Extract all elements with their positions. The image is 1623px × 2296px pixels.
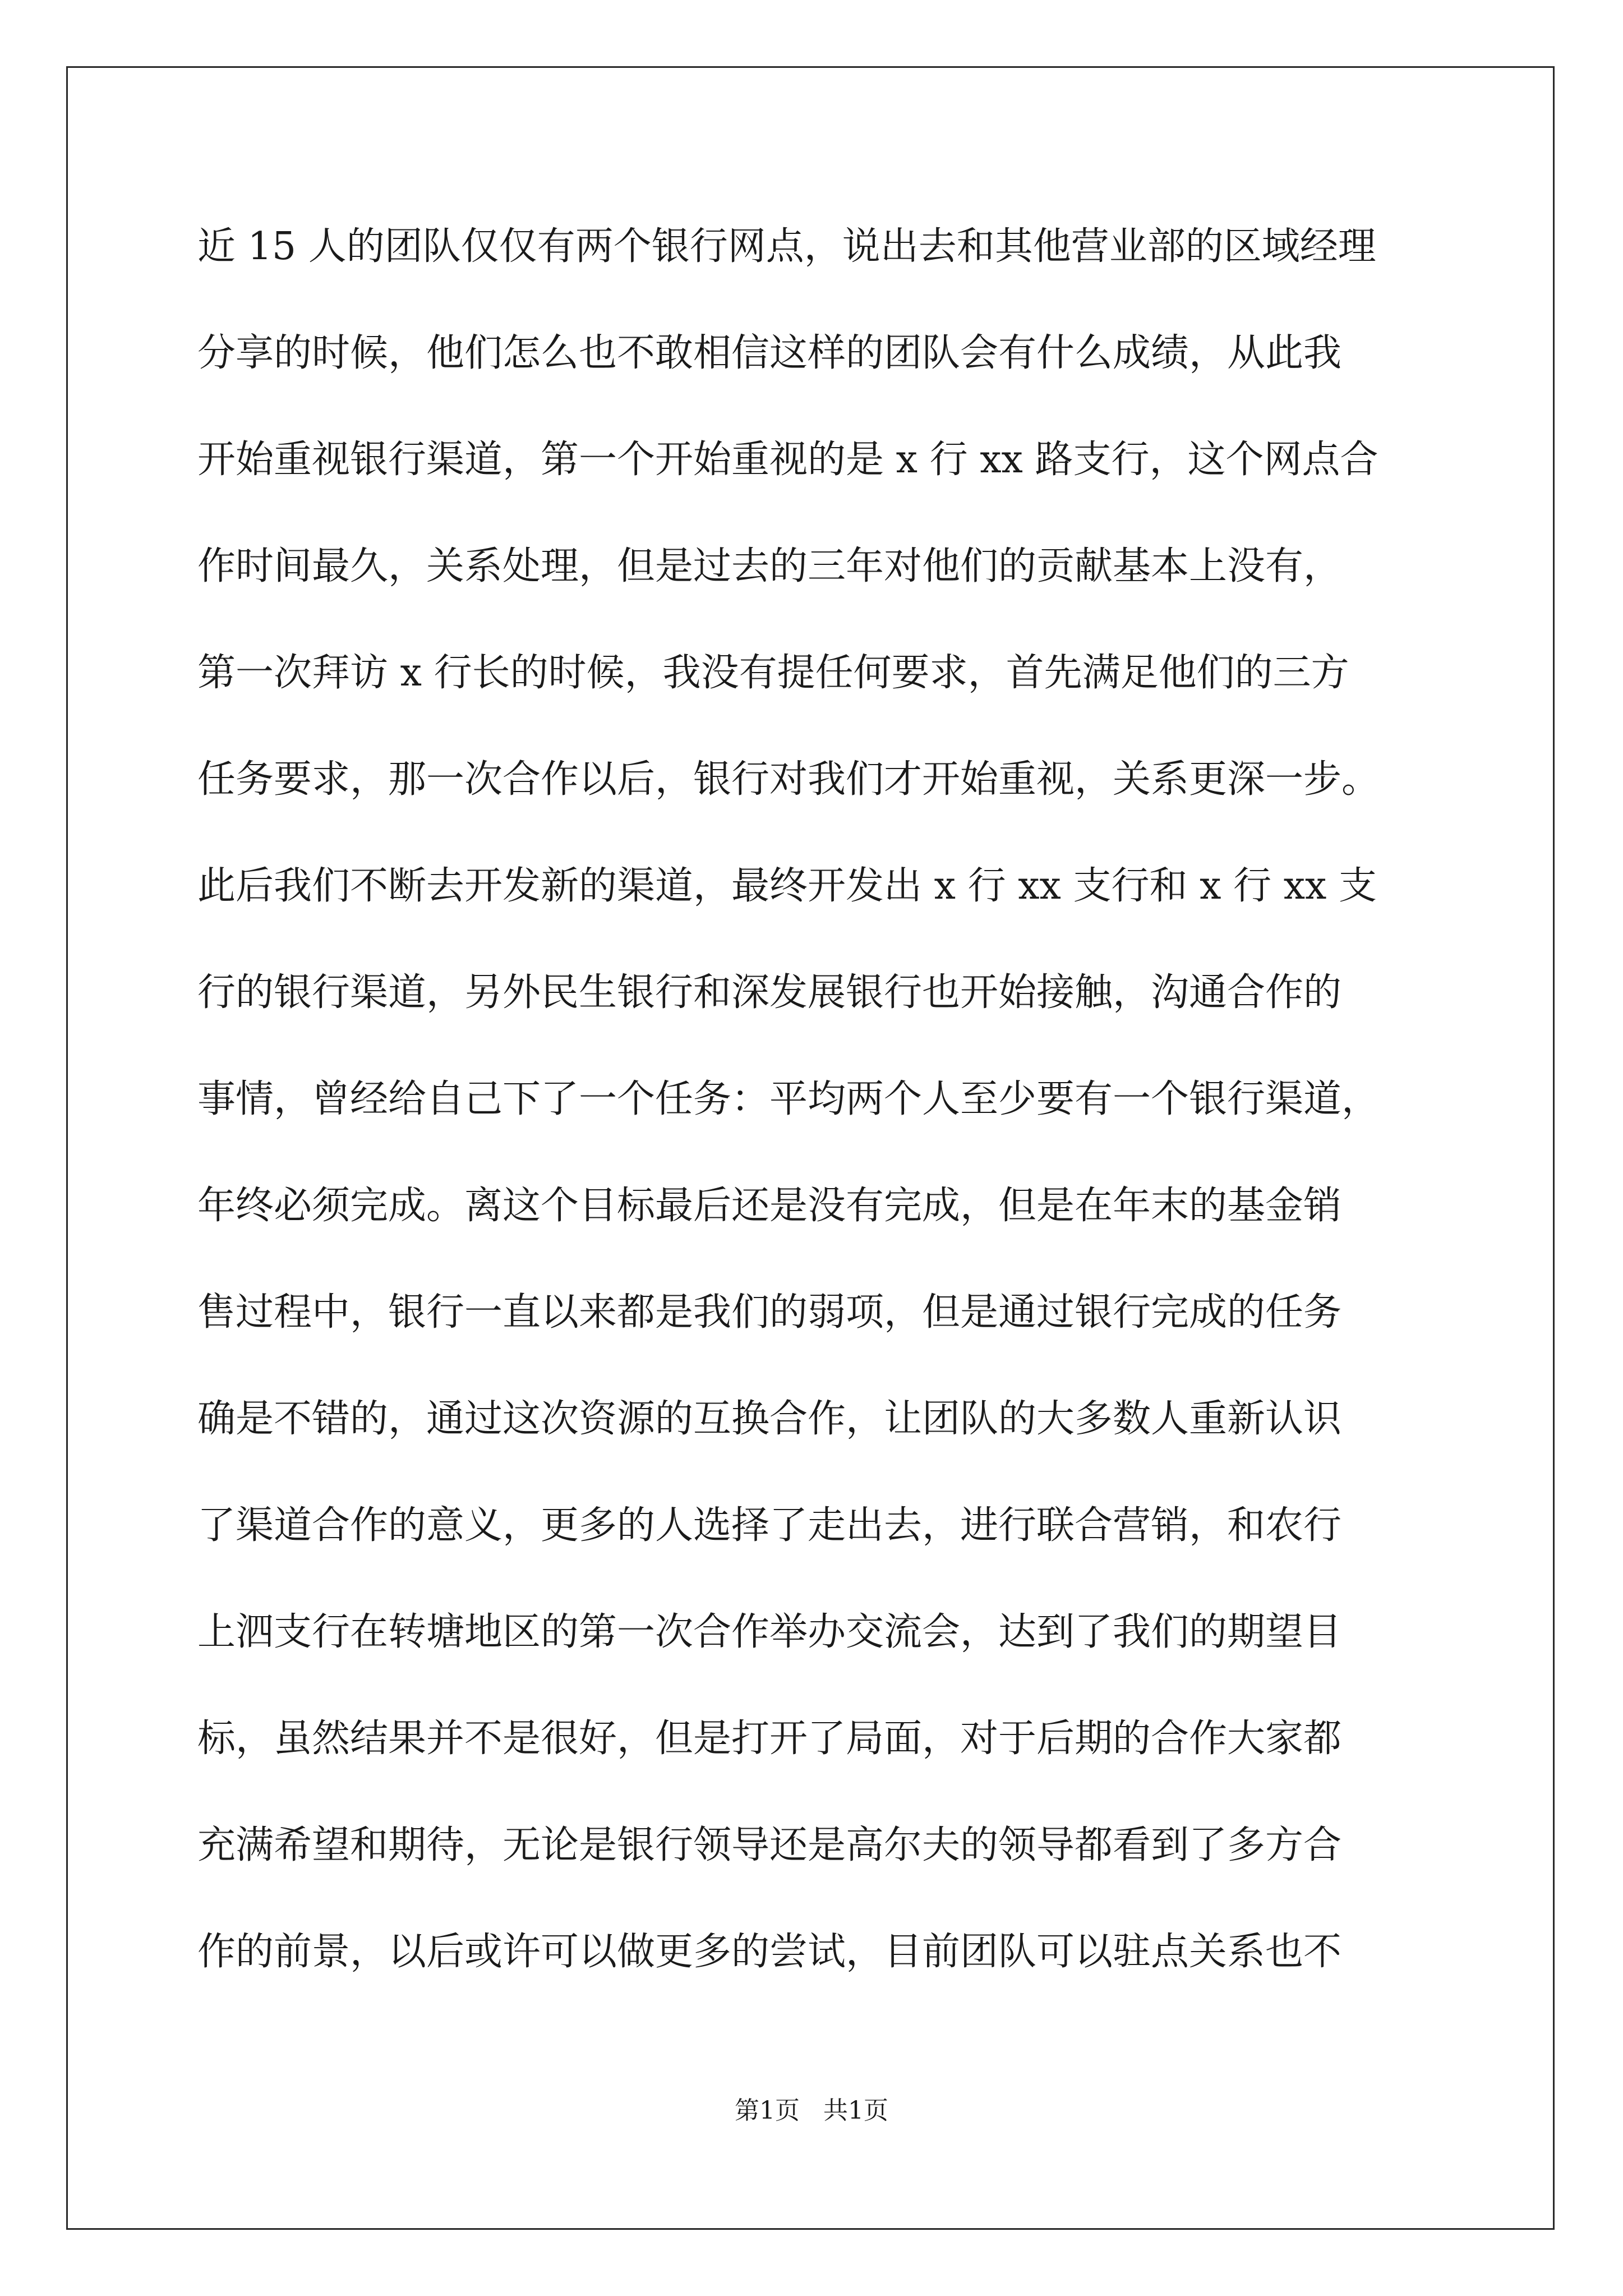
text-line-17: 作的前景，以后或许可以做更多的尝试，目前团队可以驻点关系也不 [197,1930,1342,1974]
text-line-10: 年终必须完成。离这个目标最后还是没有完成，但是在年末的基金销 [197,1184,1342,1228]
text-line-16: 充满希望和期待，无论是银行领导还是高尔夫的领导都看到了多方合 [197,1823,1342,1867]
text-line-2: 分享的时候，他们怎么也不敢相信这样的团队会有什么成绩，从此我 [197,331,1342,375]
text-line-7: 此后我们不断去开发新的渠道，最终开发出 x 行 xx 支行和 x 行 xx 支 [197,864,1377,908]
text-line-15: 标，虽然结果并不是很好，但是打开了局面，对于后期的合作大家都 [197,1717,1342,1761]
text-line-1: 近 15 人的团队仅仅有两个银行网点，说出去和其他营业部的区域经理 [197,224,1376,269]
text-line-8: 行的银行渠道，另外民生银行和深发展银行也开始接触，沟通合作的 [197,970,1342,1015]
text-line-5: 第一次拜访 x 行长的时候，我没有提任何要求，首先满足他们的三方 [197,651,1349,695]
text-line-3: 开始重视银行渠道，第一个开始重视的是 x 行 xx 路支行，这个网点合 [197,438,1378,482]
page-footer: 第1页 共1页 [735,2096,888,2125]
text-line-14: 上泗支行在转塘地区的第一次合作举办交流会，达到了我们的期望目 [197,1610,1342,1654]
document-body [197,216,1431,2028]
text-line-13: 了渠道合作的意义，更多的人选择了走出去，进行联合营销，和农行 [197,1503,1342,1548]
text-line-6: 任务要求，那一次合作以后，银行对我们才开始重视，关系更深一步。 [197,757,1380,802]
text-line-12: 确是不错的，通过这次资源的互换合作，让团队的大多数人重新认识 [197,1397,1342,1441]
text-line-4: 作时间最久，关系处理，但是过去的三年对他们的贡献基本上没有， [197,544,1342,588]
text-line-11: 售过程中，银行一直以来都是我们的弱项，但是通过银行完成的任务 [197,1290,1342,1335]
text-line-9: 事情，曾经给自己下了一个任务：平均两个人至少要有一个银行渠道， [197,1077,1380,1121]
